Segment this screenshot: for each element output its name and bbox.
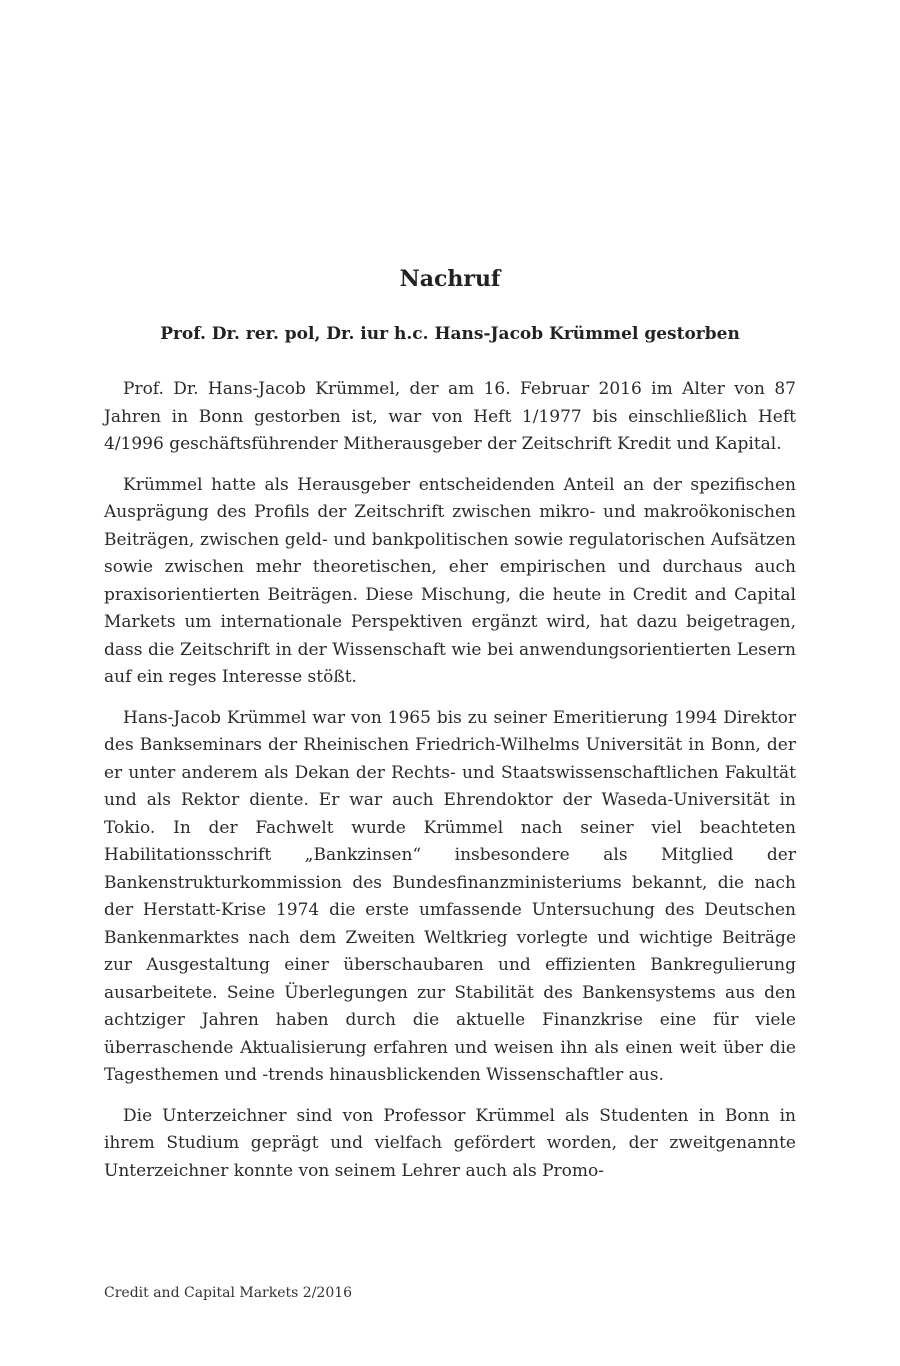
page-footer: Credit and Capital Markets 2/2016 [104,1285,353,1301]
paragraph-2: Krümmel hatte als Herausgeber entscheidenden Anteil an der spezifischen Ausprägung des Profils der Zeitschrift zwischen mikro- und makroökonischen Beiträgen, zwischen geld- und bankpolitischen sowie regulatorischen Aufsätzen sowie zwischen mehr theoretischen, eher empirischen und durchaus auch praxisorientierten Beiträgen. Diese Mischung, die heute in Credit and Capital Markets um internationale Perspektiven ergänzt wird, hat dazu beigetragen, dass die Zeitschrift in der Wissenschaft wie bei anwendungsorientierten Lesern auf ein reges Interesse stößt. [104,474,796,687]
paragraph-3: Hans-Jacob Krümmel war von 1965 bis zu seiner Emeritierung 1994 Direktor des Bankseminars der Rheinischen Friedrich-Wilhelms Universität in Bonn, der er unter anderem als Dekan der Rechts- und Staatswissenschaftlichen Fakultät und als Rektor diente. Er war auch Ehrendoktor der Waseda-Universität in Tokio. In der Fachwelt wurde Krümmel nach seiner viel beachteten Habilitationsschrift „Bankzinsen“ insbesondere als Mitglied der Bankenstrukturkommission des Bundesfinanzministeriums bekannt, die nach der Herstatt-Krise 1974 die erste umfassende Untersuchung des Deutschen Bankenmarktes nach dem Zweiten Weltkrieg vorlegte und wichtige Beiträge zur Ausgestaltung einer überschaubaren und effizienten Bankregulierung ausarbeitete. Seine Überlegungen zur Stabilität des Bankensystems aus den achtziger Jahren haben durch die aktuelle Finanzkrise eine für viele überraschende Aktualisierung erfahren und weisen ihn als einen weit über die Tagesthemen und -trends hinausblickenden Wissenschaftler aus. [104,707,796,1085]
article-subtitle: Prof. Dr. rer. pol, Dr. iur h.c. Hans-Jacob Krümmel gestorben [160,324,740,344]
page-title: Nachruf [399,266,501,292]
paragraph-1: Prof. Dr. Hans-Jacob Krümmel, der am 16. Februar 2016 im Alter von 87 Jahren in Bonn gestorben ist, war von Heft 1/1977 bis einschließlich Heft 4/1996 geschäftsführender Mitherausgeber der Zeitschrift Kredit und Kapital. [104,379,796,454]
article-body [104,376,796,1185]
paragraph-4: Die Unterzeichner sind von Professor Krümmel als Studenten in Bonn in ihrem Studium geprägt und vielfach gefördert worden, der zweitgenannte Unterzeichner konnte von seinem Lehrer auch als Promo- [104,1105,796,1181]
